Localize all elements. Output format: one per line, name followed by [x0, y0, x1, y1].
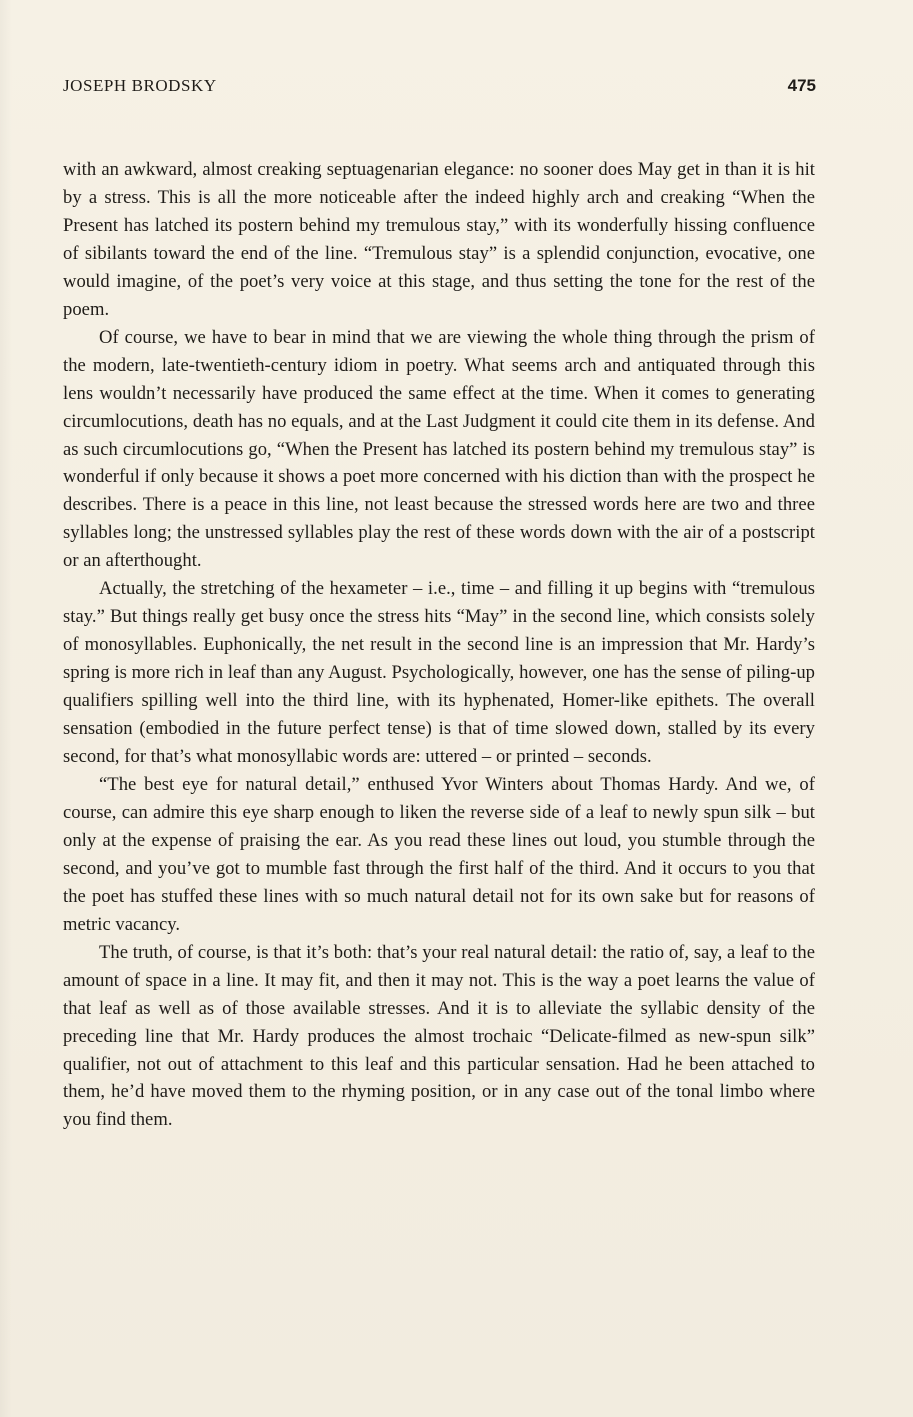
- paragraph-5: The truth, of course, is that it’s both: that’s your real natural detail: the ratio of, say, a leaf to the amount of space in a line. It may fit, and then it may not. This is the way a poet learns the value of that leaf as well as of those available stresses. And it is to alleviate the syllabic density of the preceding line that Mr. Hardy produces the almost trochaic “Delicate-filmed as new-spun silk” qualifier, not out of attachment to this leaf and this particular sensation. Had he been attached to them, he’d have moved them to the rhyming position, or in any case out of the tonal limbo where you find them.: [63, 941, 815, 1131]
- paragraph-3: Actually, the stretching of the hexameter – i.e., time – and filling it up begins with “tremulous stay.” But things really get busy once the stress hits “May” in the second line, which consists solely of monosyllables. Euphonically, the net result in the second line is an impression that Mr. Hardy’s spring is more rich in leaf than any August. Psychologically, however, one has the sense of piling-up qualifiers spilling well into the third line, with its hyphenated, Homer-like epithets. The overall sensation (embodied in the future perfect tense) is that of time slowed down, stalled by its every second, for that’s what monosyllabic words are: uttered – or printed – seconds.: [63, 578, 815, 768]
- running-head: [63, 74, 816, 100]
- page-number: 475: [787, 76, 816, 95]
- paragraph-4: “The best eye for natural detail,” enthused Yvor Winters about Thomas Hardy. And we, of course, can admire this eye sharp enough to liken the reverse side of a leaf to newly spun silk – but only at the expense of praising the ear. As you read these lines out loud, you stumble through the second, and you’ve got to mumble fast through the first half of the third. And it occurs to you that the poet has stuffed these lines with so much natural detail not for its own sake but for reasons of metric vacancy.: [63, 773, 815, 935]
- paragraph-2: Of course, we have to bear in mind that we are viewing the whole thing through the prism of the modern, late-twentieth-century idiom in poetry. What seems arch and antiquated through this lens wouldn’t necessarily have produced the same effect at the time. When it comes to generating circumlocutions, death has no equals, and at the Last Judgment it could cite them in its defense. And as such circumlocutions go, “When the Present has latched its postern behind my tremulous stay” is wonderful if only because it shows a poet more concerned with his diction than with the prospect he describes. There is a peace in this line, not least because the stressed words here are two and three syllables long; the unstressed syllables play the rest of these words down with the air of a postscript or an afterthought.: [63, 326, 815, 572]
- body-text: [63, 156, 815, 1134]
- paragraph-1: with an awkward, almost creaking septuagenarian elegance: no sooner does May get in than it is hit by a stress. This is all the more noticeable after the indeed highly arch and creaking “When the Present has latched its postern behind my tremulous stay,” with its wonderfully hissing confluence of sibilants toward the end of the line. “Tremulous stay” is a splendid conjunction, evocative, one would imagine, of the poet’s very voice at this stage, and thus setting the tone for the rest of the poem.: [63, 159, 815, 320]
- running-head-author: JOSEPH BRODSKY: [63, 76, 217, 95]
